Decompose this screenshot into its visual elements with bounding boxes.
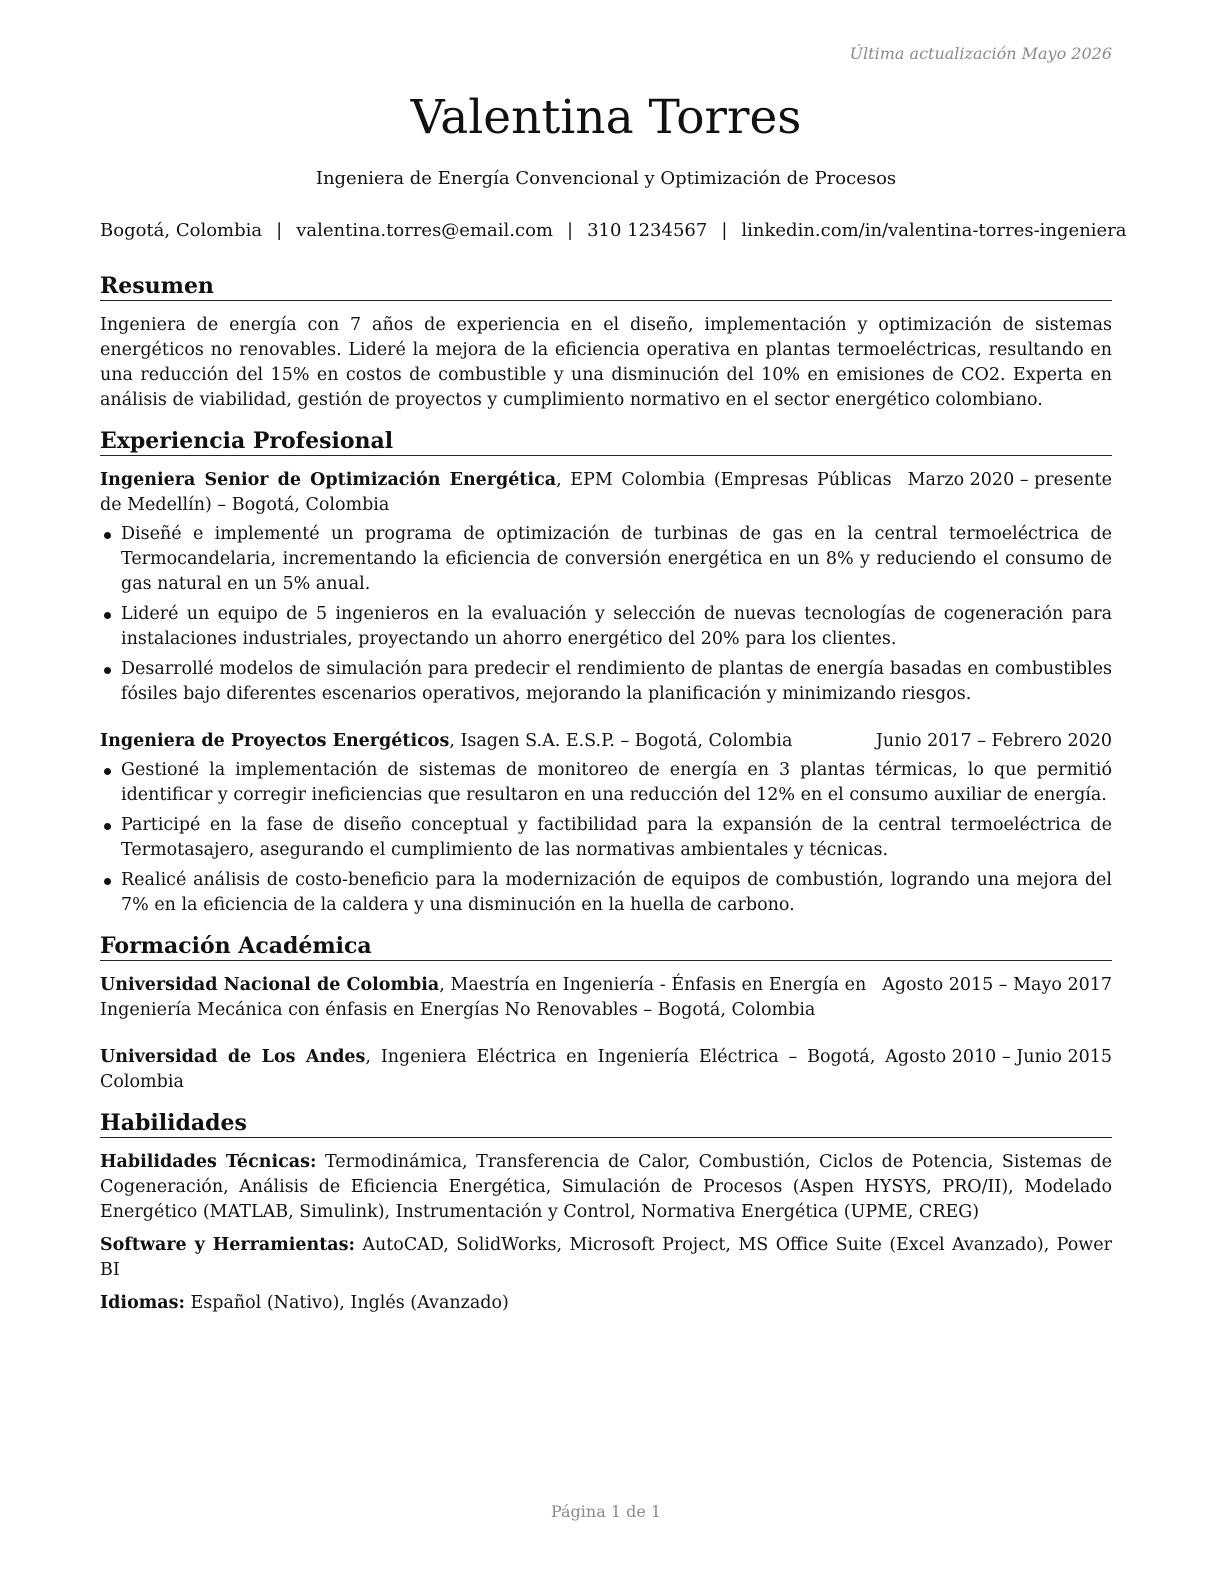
education-detail-line bbox=[100, 1045, 885, 1095]
contact-separator: | bbox=[721, 220, 728, 241]
bullet-dot-icon bbox=[104, 823, 111, 830]
skill-item bbox=[100, 1150, 1112, 1225]
job-title-line bbox=[100, 729, 876, 754]
resume-page bbox=[100, 0, 1127, 1584]
job-dates: Junio 2017 – Febrero 2020 bbox=[875, 731, 1112, 751]
education-degree: , Ingeniera Eléctrica en Ingeniería Eléctrica – Bogotá, Colombia bbox=[100, 1047, 876, 1092]
skills-section bbox=[100, 1109, 1112, 1316]
skill-text: AutoCAD, SolidWorks, Microsoft Project, MS Office Suite (Excel Avanzado), Power BI bbox=[100, 1235, 1112, 1280]
education-section bbox=[100, 932, 1112, 1095]
bullet-dot-icon bbox=[104, 878, 111, 885]
page-number: Página 1 de 1 bbox=[550, 1502, 662, 1521]
education-entry bbox=[100, 973, 1112, 1023]
contact-linkedin-link[interactable]: linkedin.com/in/valentina-torres-ingeniera bbox=[741, 220, 1127, 241]
skill-text: Español (Nativo), Inglés (Avanzado) bbox=[184, 1293, 509, 1313]
job-dates: Marzo 2020 – presente bbox=[907, 470, 1112, 490]
bullet-dot-icon bbox=[104, 667, 111, 674]
summary-heading: Resumen bbox=[100, 272, 1112, 301]
list-item bbox=[100, 758, 1112, 808]
job-role: Ingeniera de Proyectos Energéticos bbox=[100, 731, 450, 751]
education-header bbox=[100, 973, 1112, 1023]
contact-separator: | bbox=[566, 220, 574, 241]
job-title-line bbox=[100, 468, 908, 518]
contact-line bbox=[100, 220, 1127, 241]
education-dates: Agosto 2010 – Junio 2015 bbox=[885, 1047, 1112, 1067]
bullet-dot-icon bbox=[104, 532, 111, 539]
education-school: Universidad Nacional de Colombia bbox=[100, 975, 440, 995]
bullet-text: Lideré un equipo de 5 ingenieros en la evaluación y selección de nuevas tecnologías de cogeneración para instalaciones industriales, proyectando un ahorro energético del 20% para los clientes. bbox=[121, 604, 1112, 649]
bullet-text: Participé en la fase de diseño conceptual y factibilidad para la expansión de la central termoeléctrica de Termotasajero, asegurando el cumplimiento de las normativas ambientales y técnicas. bbox=[121, 815, 1112, 860]
education-dates: Agosto 2015 – Mayo 2017 bbox=[882, 975, 1112, 995]
skill-item bbox=[100, 1233, 1112, 1283]
list-item bbox=[100, 657, 1112, 707]
list-item bbox=[100, 813, 1112, 863]
contact-separator: | bbox=[276, 220, 283, 241]
job-organization: , EPM Colombia (Empresas Públicas de Medellín) – Bogotá, Colombia bbox=[100, 470, 892, 515]
job-bullets bbox=[100, 522, 1112, 707]
candidate-title: Ingeniera de Energía Convencional y Optimización de Procesos bbox=[315, 168, 897, 189]
candidate-name: Valentina Torres bbox=[410, 90, 802, 145]
summary-text: Ingeniera de energía con 7 años de experiencia en el diseño, implementación y optimización de sistemas energéticos no renovables. Lideré la mejora de la eficiencia operativa en plantas termoeléctricas, resultando en una reducción del 15% en costos de combustible y una disminución del 10% en emisiones de CO2. Experta en análisis de viabilidad, gestión de proyectos y cumplimiento normativo en el sector energético colombiano. bbox=[100, 315, 1112, 410]
job-header bbox=[100, 468, 1112, 518]
resume-body bbox=[100, 272, 1112, 1324]
bullet-text: Gestioné la implementación de sistemas de monitoreo de energía en 3 plantas térmicas, lo que permitió identificar y corregir ineficiencias que resultaron en una reducción del 12% en el consumo auxiliar de energía. bbox=[121, 760, 1112, 805]
contact-location: Bogotá, Colombia bbox=[100, 220, 263, 241]
skill-label: Idiomas: bbox=[100, 1293, 185, 1313]
bullet-text: Realicé análisis de costo-beneficio para la modernización de equipos de combustión, logrando una mejora del 7% en la eficiencia de la caldera y una disminución en la huella de carbono. bbox=[121, 870, 1112, 915]
bullet-text: Desarrollé modelos de simulación para predecir el rendimiento de plantas de energía basadas en combustibles fósiles bajo diferentes escenarios operativos, mejorando la planificación y minimizando riesgos. bbox=[121, 659, 1112, 704]
contact-phone: 310 1234567 bbox=[587, 220, 708, 241]
experience-section bbox=[100, 427, 1112, 918]
bullet-dot-icon bbox=[104, 768, 111, 775]
list-item bbox=[100, 522, 1112, 597]
education-school: Universidad de Los Andes bbox=[100, 1047, 366, 1067]
list-item bbox=[100, 868, 1112, 918]
job-entry bbox=[100, 468, 1112, 707]
bullet-dot-icon bbox=[104, 612, 111, 619]
job-entry bbox=[100, 729, 1112, 918]
education-detail-line bbox=[100, 973, 882, 1023]
last-updated: Última actualización Mayo 2026 bbox=[849, 44, 1112, 63]
contact-email-link[interactable]: valentina.torres@email.com bbox=[296, 220, 553, 241]
education-heading: Formación Académica bbox=[100, 932, 1112, 961]
experience-heading: Experiencia Profesional bbox=[100, 427, 1112, 456]
education-degree: , Maestría en Ingeniería - Énfasis en Energía en Ingeniería Mecánica con énfasis en Energías No Renovables – Bogotá, Colombia bbox=[100, 975, 867, 1020]
job-role: Ingeniera Senior de Optimización Energética bbox=[100, 470, 557, 490]
summary-section bbox=[100, 272, 1112, 413]
list-item bbox=[100, 602, 1112, 652]
job-header bbox=[100, 729, 1112, 754]
skill-label: Software y Herramientas: bbox=[100, 1235, 355, 1255]
job-organization: , Isagen S.A. E.S.P. – Bogotá, Colombia bbox=[449, 731, 793, 751]
education-header bbox=[100, 1045, 1112, 1095]
skill-label: Habilidades Técnicas: bbox=[100, 1152, 317, 1172]
skill-item bbox=[100, 1291, 1112, 1316]
skills-heading: Habilidades bbox=[100, 1109, 1112, 1138]
education-entry bbox=[100, 1045, 1112, 1095]
bullet-text: Diseñé e implementé un programa de optimización de turbinas de gas en la central termoeléctrica de Termocandelaria, incrementando la eficiencia de conversión energética en un 8% y reduciendo el consumo de gas natural en un 5% anual. bbox=[121, 524, 1112, 594]
job-bullets bbox=[100, 758, 1112, 918]
skill-text: Termodinámica, Transferencia de Calor, Combustión, Ciclos de Potencia, Sistemas de Cogeneración, Análisis de Eficiencia Energética, Simulación de Procesos (Aspen HYSYS, PRO/II), Modelado Energético (MATLAB, Simulink), Instrumentación y Control, Normativa Energética (UPME, CREG) bbox=[100, 1152, 1112, 1222]
